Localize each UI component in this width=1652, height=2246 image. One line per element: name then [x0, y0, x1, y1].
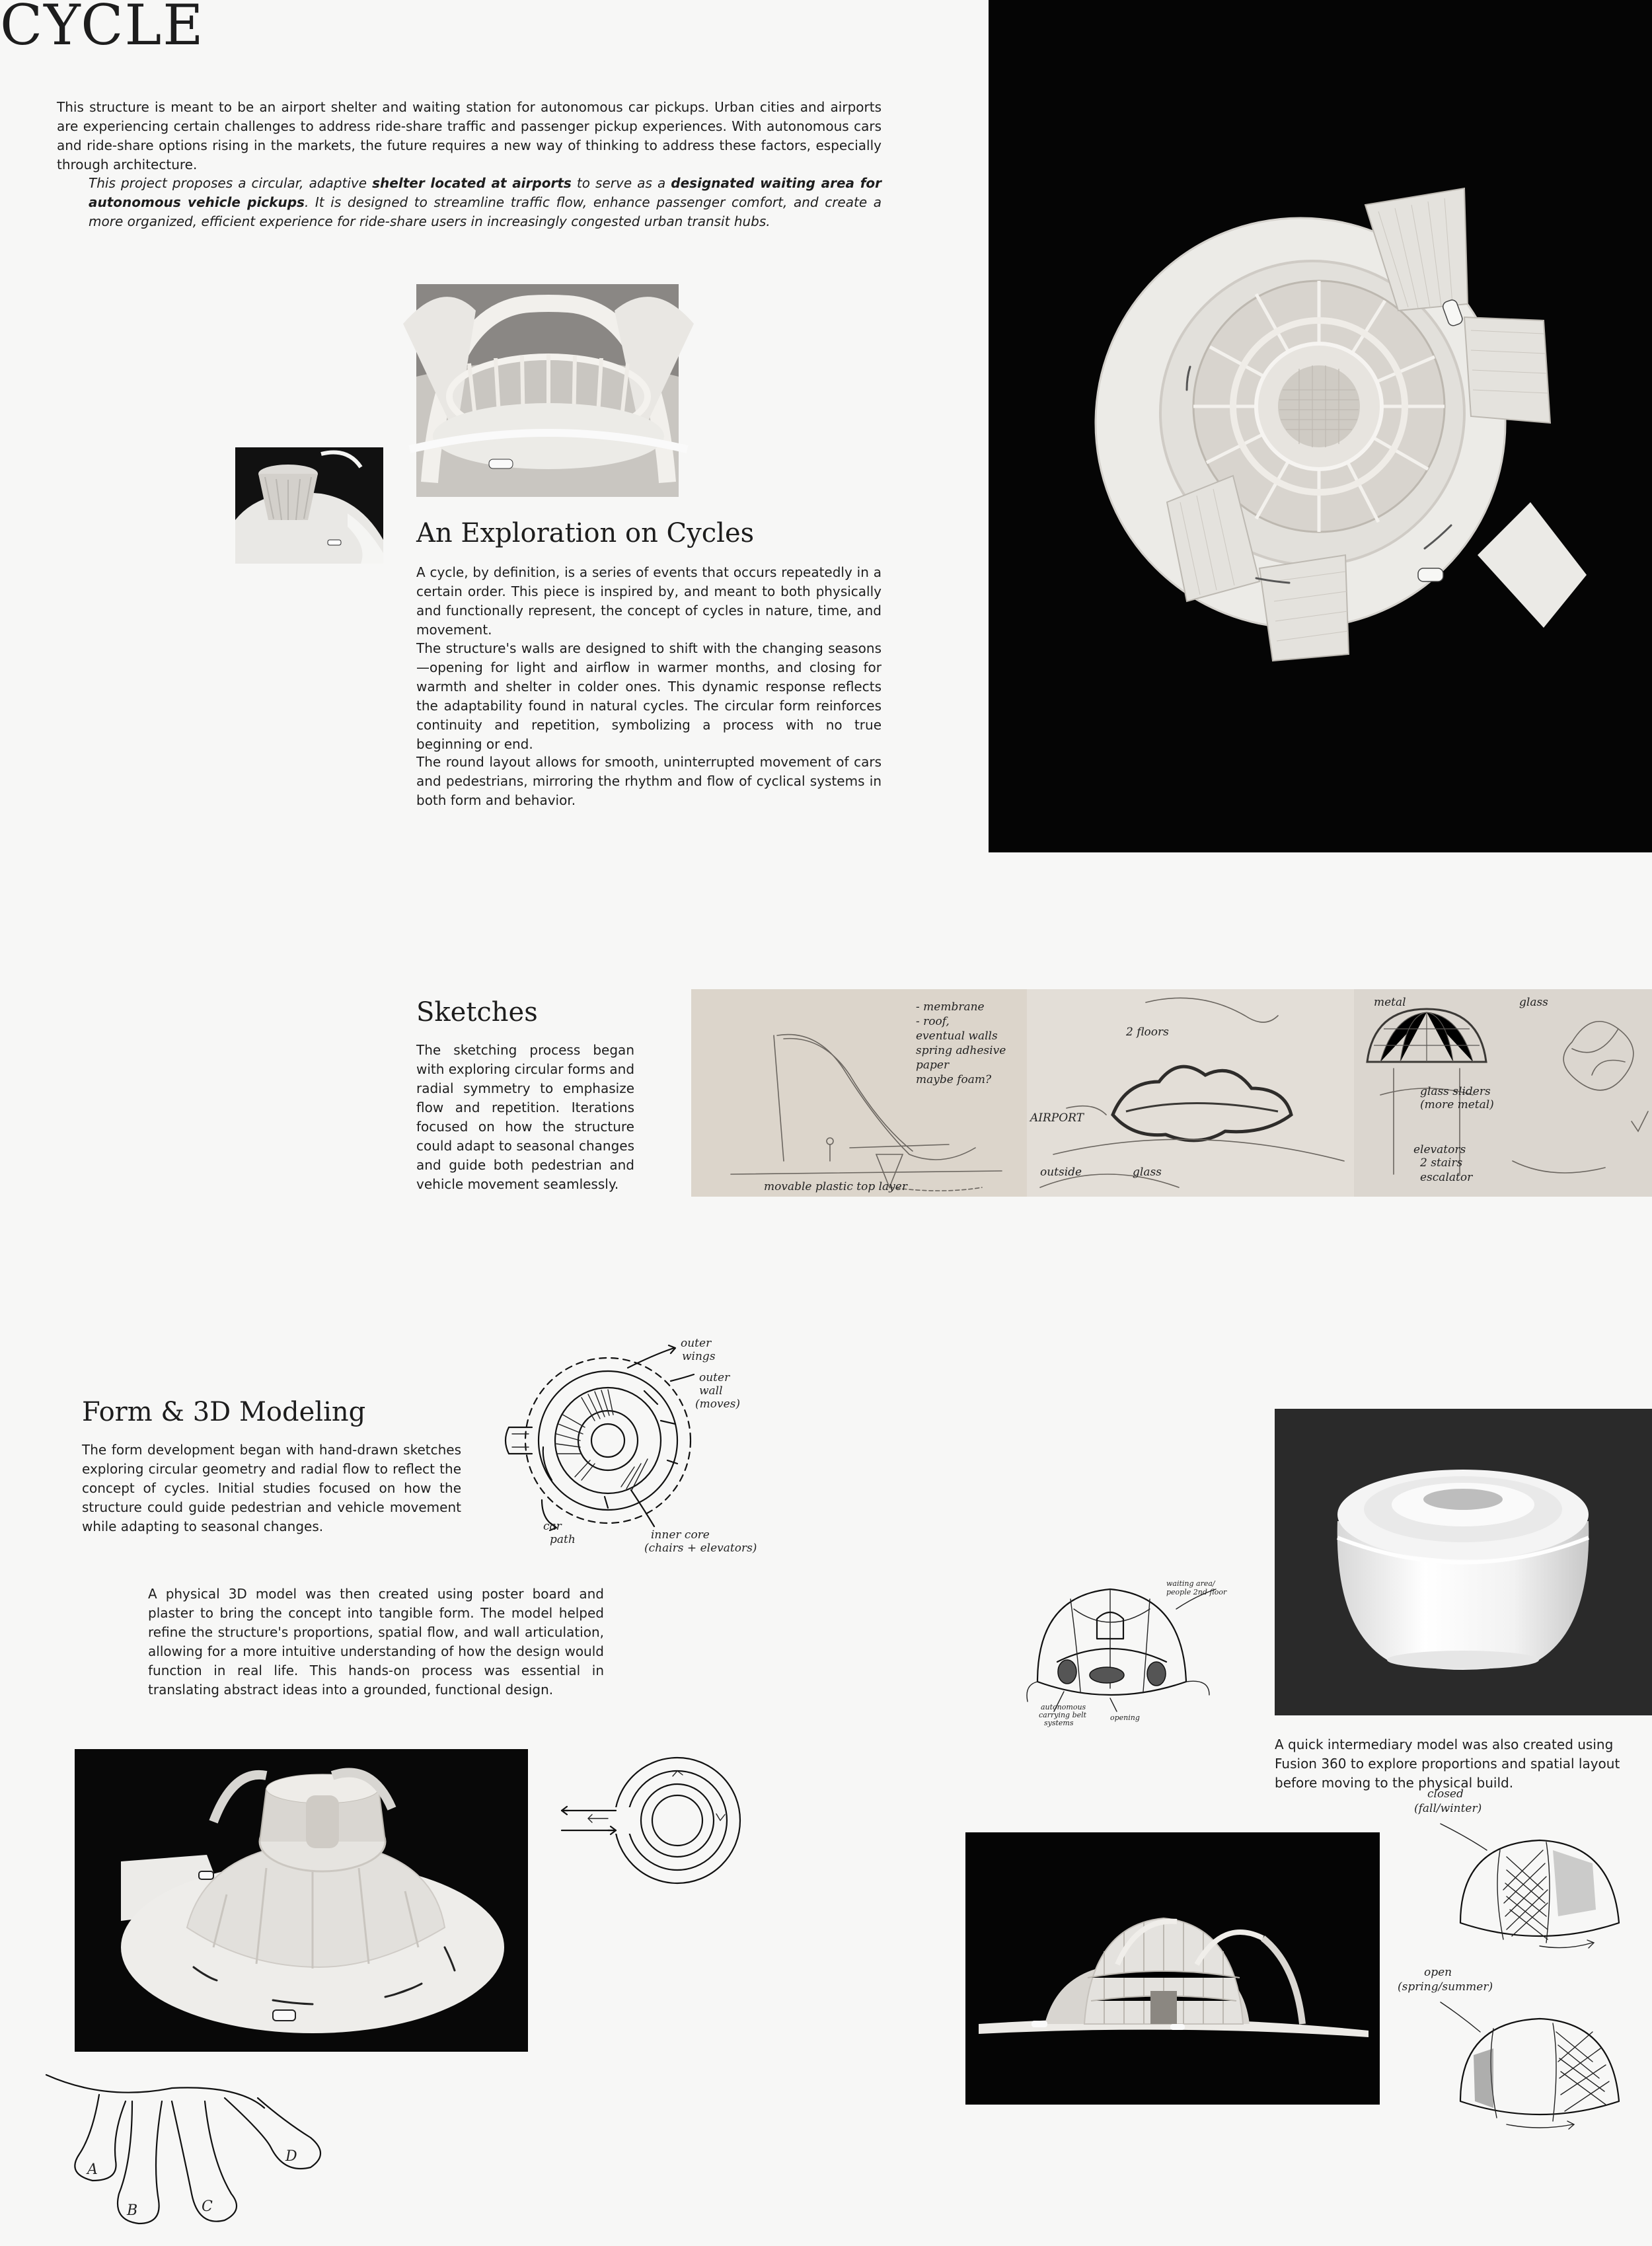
sketch-note-9: outside	[1040, 1166, 1082, 1179]
label-inner-core-2: (chairs + elevators)	[644, 1542, 757, 1555]
sketch-note-14: (more metal)	[1420, 1098, 1494, 1111]
dome-label-waiting-2: people 2nd floor	[1166, 1588, 1227, 1596]
statement-bold-1: shelter located at airports	[372, 175, 572, 191]
flow-label-a: A	[87, 2161, 98, 2178]
small-model-photo	[235, 447, 383, 564]
season-label-closed-1: closed	[1427, 1787, 1464, 1801]
dome-label-waiting-1: waiting area/	[1166, 1579, 1215, 1588]
sketch-note-10: glass	[1133, 1166, 1162, 1179]
label-inner-core-1: inner core	[651, 1528, 710, 1542]
form-paragraph-2: A physical 3D model was then created using poster board and plaster to bring the concept into tangible form. The model helped refine the structure's proportions, spatial flow, and wall articulation, allowing for a more intuitive understanding of how the design would function in real life. This hands-on process was essential in translating abstract ideas into a grounded, functional design.	[148, 1586, 604, 1698]
season-label-closed-2: (fall/winter)	[1414, 1802, 1482, 1815]
flow-label-b: B	[127, 2202, 138, 2219]
plan-diagram	[502, 1328, 757, 1559]
dome-label-auto-3: systems	[1044, 1719, 1074, 1727]
sketch-note-5: paper	[916, 1059, 950, 1072]
sketch-note-6: maybe foam?	[916, 1073, 992, 1086]
sketch-panel-domes	[1027, 989, 1354, 1197]
sketch-note-3: eventual walls	[916, 1029, 998, 1043]
dome-label-auto-1: autonomous	[1041, 1703, 1086, 1711]
exploration-heading: An Exploration on Cycles	[416, 518, 755, 548]
label-outer-wings-1: outer	[681, 1337, 712, 1350]
sketch-note-8: AIRPORT	[1030, 1111, 1084, 1125]
sketch-note-4: spring adhesive	[916, 1044, 1006, 1057]
dome-sketch	[1018, 1569, 1242, 1728]
label-outer-wall-2: wall	[699, 1384, 723, 1398]
exploration-paragraph-1: A cycle, by definition, is a series of events that occurs repeatedly in a certain order. This piece is inspired by, and meant to both physically and functionally represent, the concept of cycles in nature, time, and movement.	[416, 564, 882, 638]
sketch-note-11: metal	[1374, 996, 1406, 1009]
sketch-panel-canopy	[691, 989, 1027, 1197]
exploration-paragraph-3: The round layout allows for smooth, uninterrupted movement of cars and pedestrians, mirroring the rhythm and flow of cyclical systems in both form and behavior.	[416, 754, 882, 808]
sketch-note-2: - roof,	[916, 1015, 950, 1028]
season-label-open-2: (spring/summer)	[1398, 1980, 1493, 1994]
sketch-note-7: 2 floors	[1126, 1026, 1169, 1039]
elevation-model-photo	[965, 1832, 1380, 2105]
sketch-note-15: elevators	[1413, 1143, 1466, 1156]
top-down-model-photo	[989, 0, 1652, 852]
sketch-note-17: escalator	[1420, 1171, 1473, 1184]
label-car-path-1: car	[543, 1520, 562, 1533]
dome-label-opening: opening	[1110, 1713, 1140, 1722]
sketch-note-1: - membrane	[916, 1000, 985, 1014]
page-title: CYCLE	[0, 0, 205, 57]
sketches-heading: Sketches	[416, 997, 538, 1028]
sketch-strip	[691, 989, 1652, 1197]
statement-text-3: . It is designed to streamline traffic flow, enhance passenger comfort, and create a more organized, efficient experience for ride-share users in increasingly congested urban transit hubs.	[89, 194, 882, 229]
season-label-open-1: open	[1424, 1966, 1452, 1979]
statement-text-1: This project proposes a circular, adaptive	[89, 175, 373, 191]
circulation-diagram	[555, 1744, 753, 1896]
fusion-caption: A quick intermediary model was also created using Fusion 360 to explore proportions and spatial layout before moving to the physical build.	[1275, 1737, 1620, 1791]
flow-label-c: C	[202, 2198, 213, 2215]
sketch-note-12: glass	[1519, 996, 1548, 1009]
fusion-render	[1275, 1409, 1652, 1715]
physical-model-photo	[75, 1749, 528, 2052]
label-outer-wall-1: outer	[699, 1371, 730, 1384]
statement-text-2: to serve as a	[571, 175, 671, 191]
project-statement	[89, 174, 882, 231]
flow-branch-sketch	[40, 2062, 330, 2246]
interior-model-photo	[416, 284, 679, 497]
exploration-paragraph-2: The structure's walls are designed to shift with the changing seasons—opening for light and airflow in warmer months, and closing for warmth and shelter in colder ones. This dynamic response reflects the adaptability found in natural cycles. The circular form reinforces continuity and repetition, symbolizing a process with no true beginning or end.	[416, 640, 882, 752]
label-outer-wall-3: (moves)	[695, 1398, 741, 1411]
sketches-paragraph: The sketching process began with exploring circular forms and radial symmetry to emphasize flow and repetition. Iterations focused on how the structure could adapt to seasonal changes and guide both pedestrian and vehicle movement seamlessly.	[416, 1042, 635, 1192]
dome-label-auto-2: carrying belt	[1039, 1711, 1087, 1719]
sketch-note-13: glass sliders	[1420, 1085, 1491, 1098]
form-heading: Form & 3D Modeling	[82, 1397, 366, 1427]
sketch-panel-elevations	[1354, 989, 1652, 1197]
intro-paragraph: This structure is meant to be an airport shelter and waiting station for autonomous car pickups. Urban cities and airports are experiencing certain challenges to address ride-share traffic and passenger pickup experiences. With autonomous cars and ride-share options rising in the markets, the future requires a new way of thinking to address these factors, especially through architecture.	[57, 99, 882, 172]
label-car-path-2: path	[550, 1533, 576, 1546]
flow-label-d: D	[285, 2148, 297, 2165]
season-sketches	[1394, 1778, 1652, 2148]
statement-bold-2: designated waiting area for autonomous vehicle pickups	[89, 175, 882, 210]
label-outer-wings-2: wings	[682, 1350, 716, 1363]
sketch-caption-1: movable plastic top layer	[764, 1180, 907, 1193]
form-paragraph-1: The form development began with hand-drawn sketches exploring circular geometry and radial flow to reflect the concept of cycles. Initial studies focused on how the structure could guide pedestrian and vehicle movement while adapting to seasonal changes.	[82, 1442, 461, 1534]
sketch-note-16: 2 stairs	[1420, 1156, 1463, 1170]
